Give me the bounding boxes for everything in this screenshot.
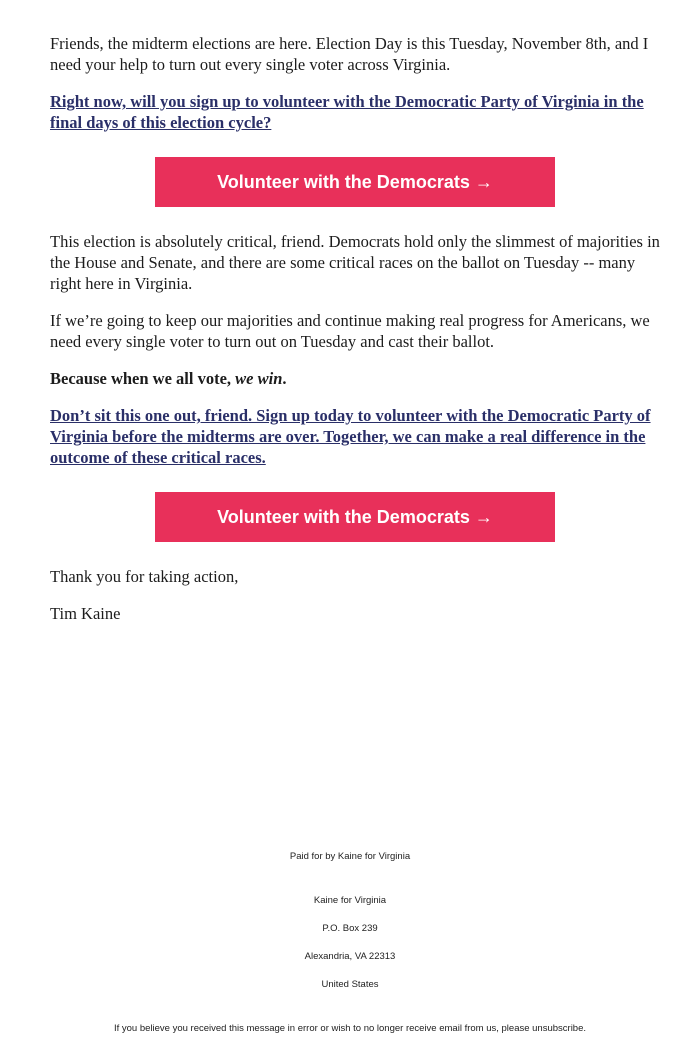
- volunteer-link-1[interactable]: Right now, will you sign up to volunteer with the Democratic Party of Virginia in the final days of this election cycle?: [50, 92, 644, 132]
- volunteer-button-2[interactable]: Volunteer with the Democrats →: [155, 492, 555, 542]
- paragraph-critical-election: This election is absolutely critical, friend. Democrats hold only the slimmest of majorities in the House and Senate, and there are some critical races on the ballot on Tuesday -- many right here in Virginia.: [50, 232, 660, 293]
- footer-country: United States: [321, 979, 379, 990]
- unsubscribe-notice[interactable]: If you believe you received this message in error or wish to no longer receive email from us, please unsubscribe.: [113, 1023, 587, 1034]
- closing-line: Thank you for taking action,: [50, 567, 239, 586]
- paragraph-keep-majorities: If we’re going to keep our majorities and continue making real progress for Americans, we need every single voter to turn out on Tuesday and cast their ballot.: [50, 311, 650, 351]
- signature: Tim Kaine: [50, 604, 121, 623]
- because-period: .: [282, 369, 287, 388]
- intro-paragraph: Friends, the midterm elections are here. Election Day is this Tuesday, November 8th, and I need your help to turn out every single voter across Virginia.: [50, 34, 649, 74]
- we-win-emphasis: we win: [235, 369, 283, 388]
- volunteer-button-1[interactable]: Volunteer with the Democrats →: [155, 157, 555, 207]
- footer-po-box: P.O. Box 239: [322, 923, 378, 934]
- because-text: Because when we all vote,: [50, 369, 236, 388]
- volunteer-link-2[interactable]: Don’t sit this one out, friend. Sign up today to volunteer with the Democratic Party of Virginia before the midterms are over. Together, we can make a real difference in the outcome of these critical races.: [50, 406, 651, 467]
- because-we-win-line: [50, 368, 660, 389]
- footer-org-name: Kaine for Virginia: [313, 895, 387, 906]
- footer-city: Alexandria, VA 22313: [304, 951, 396, 962]
- paid-for-disclaimer: Paid for by Kaine for Virginia: [289, 851, 411, 862]
- email-body: [50, 33, 660, 640]
